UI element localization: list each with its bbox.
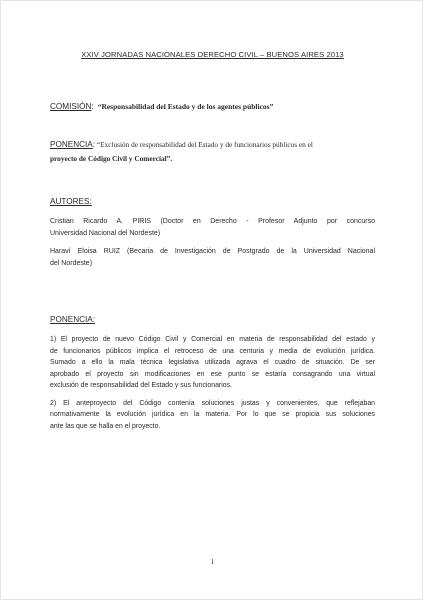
ponencia-title-label: PONENCIA [50,140,93,149]
ponencia-paragraph-2 [50,398,375,433]
ponencia-title-text-line2: proyecto de Código Civil y Comercial”. [50,154,173,164]
page-number: 1 [210,558,215,566]
ponencia-title-colon: : [92,140,96,149]
p1-line: de funcionarios públicos implica el retroceso de una centuria y media de evolución jurídica. [50,347,375,355]
author1-line1: Cristian Ricardo A. PIRIS (Doctor en Derecho - Profesor Adjunto por concurso [50,218,375,225]
author2-line1: Haraví Eloisa RUIZ (Becaria de Investigación de Postgrado de la Universidad Nacional [50,248,375,255]
comision-text: “Responsabilidad del Estado y de los agentes públicos” [97,102,274,111]
ponencia-title-text-line1: “Exclusión de responsabilidad del Estado y de funcionarios públicos en el [96,140,313,149]
autores-block [50,197,375,270]
conference-title: XXIV JORNADAS NACIONALES DERECHO CIVIL – BUENOS AIRES 2013 [81,50,344,59]
ponencia-label: PONENCIA: [50,315,96,324]
ponencia-paragraph-1 [50,334,375,392]
comision-line [50,96,375,114]
author1-line2: Universidad Nacional del Nordeste) [50,230,161,237]
p1-line: Sumado a ello la mala técnica legislativa utilizada agrava el cuadro de situación. De ser [50,359,375,366]
autores-label: AUTORES: [50,197,92,206]
comision-colon: : [91,102,94,111]
ponencia-title-block [50,139,375,165]
p1-line: aprobado el proyecto sin modificaciones en ese punto se estaría consagrando una virtual [50,370,375,378]
p2-line: ante las que se halla en el proyecto. [50,422,161,430]
p1-line: exclusión de responsabilidad del Estado y sus funcionarios. [50,382,232,389]
author2-line2: del Nordeste) [50,260,93,267]
comision-label: COMISIÓN [50,102,92,111]
p2-line: normativamente la evolución jurídica en la materia. Por lo que se propicia sus soluciones [50,411,375,418]
p1-line: 1) El proyecto de nuevo Código Civil y Comercial en materia de responsabilidad del estado y [50,336,375,343]
ponencia-block [50,315,375,432]
p2-line: 2) El anteproyecto del Código contenía soluciones justas y convenientes, que reflejaban [50,399,375,407]
